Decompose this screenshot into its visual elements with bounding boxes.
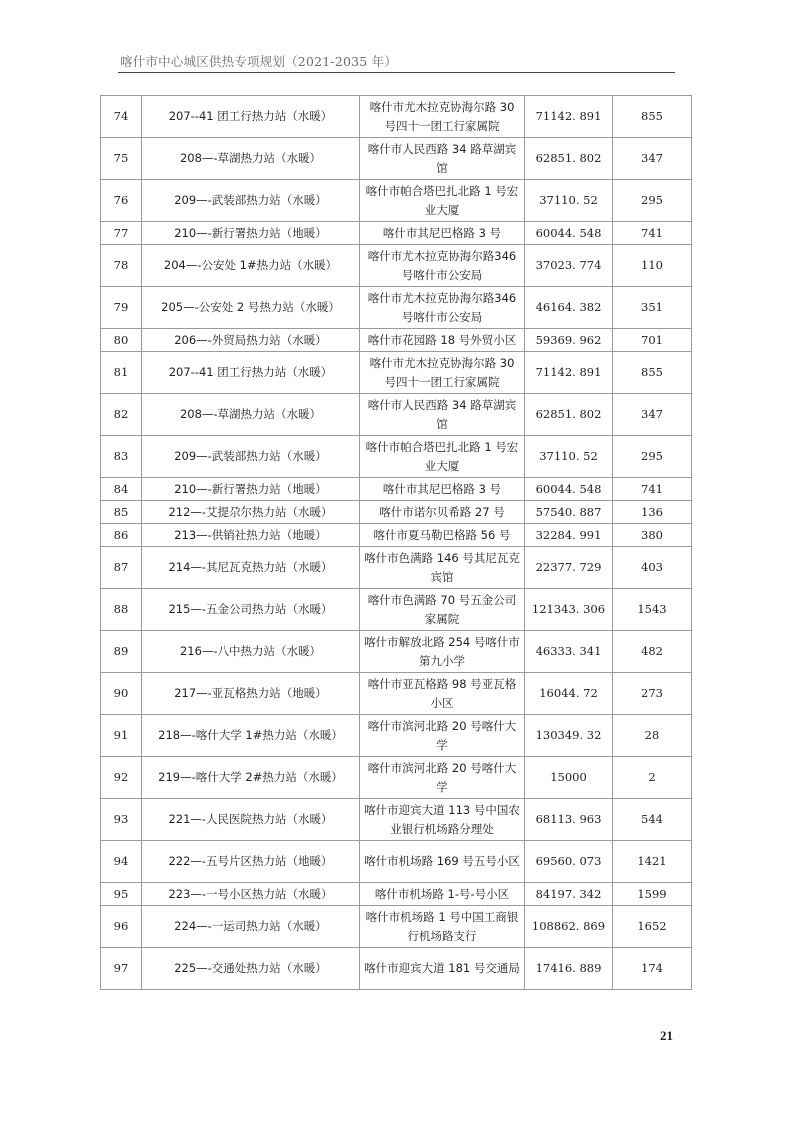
household-count-cell: 1599: [613, 883, 692, 906]
address-cell: 喀什市帕合塔巴扎北路 1 号宏业大厦: [360, 180, 525, 222]
address-cell: 喀什市尤木拉克协海尔路 30 号四十一团工行家属院: [360, 96, 525, 138]
household-count-cell: 855: [613, 96, 692, 138]
station-name-cell: 214—-其尼瓦克热力站（水暖）: [142, 547, 360, 589]
station-name-cell: 216—-八中热力站（水暖）: [142, 631, 360, 673]
household-count-cell: 295: [613, 436, 692, 478]
row-number-cell: 80: [101, 329, 142, 352]
table-row: [101, 673, 692, 715]
heating-area-cell: 71142. 891: [525, 96, 613, 138]
row-number-cell: 78: [101, 245, 142, 287]
station-name-cell: 207--41 团工行热力站（水暖）: [142, 96, 360, 138]
address-cell: 喀什市解放北路 254 号喀什市第九小学: [360, 631, 525, 673]
table-row: [101, 478, 692, 501]
address-cell: 喀什市滨河北路 20 号喀什大学: [360, 715, 525, 757]
heating-area-cell: 60044. 548: [525, 478, 613, 501]
page-number: 21: [660, 1028, 673, 1043]
station-name-cell: 208—-草湖热力站（水暖）: [142, 394, 360, 436]
row-number-cell: 97: [101, 948, 142, 990]
station-name-cell: 207--41 团工行热力站（水暖）: [142, 352, 360, 394]
station-name-cell: 210—-新行署热力站（地暖）: [142, 222, 360, 245]
station-name-cell: 215—-五金公司热力站（水暖）: [142, 589, 360, 631]
heating-area-cell: 46333. 341: [525, 631, 613, 673]
table-row: [101, 906, 692, 948]
row-number-cell: 88: [101, 589, 142, 631]
household-count-cell: 1421: [613, 841, 692, 883]
household-count-cell: 544: [613, 799, 692, 841]
household-count-cell: 380: [613, 524, 692, 547]
row-number-cell: 89: [101, 631, 142, 673]
station-name-cell: 206—-外贸局热力站（水暖）: [142, 329, 360, 352]
address-cell: 喀什市机场路 1 号中国工商银行机场路支行: [360, 906, 525, 948]
heating-area-cell: 46164. 382: [525, 287, 613, 329]
header-divider: [118, 72, 675, 73]
table-row: [101, 245, 692, 287]
household-count-cell: 701: [613, 329, 692, 352]
table-row: [101, 841, 692, 883]
household-count-cell: 347: [613, 138, 692, 180]
table-row: [101, 394, 692, 436]
station-name-cell: 204—-公安处 1#热力站（水暖）: [142, 245, 360, 287]
station-name-cell: 221—-人民医院热力站（水暖）: [142, 799, 360, 841]
table-row: [101, 547, 692, 589]
address-cell: 喀什市其尼巴格路 3 号: [360, 222, 525, 245]
table-row: [101, 222, 692, 245]
table-row: [101, 180, 692, 222]
household-count-cell: 273: [613, 673, 692, 715]
household-count-cell: 347: [613, 394, 692, 436]
address-cell: 喀什市迎宾大道 113 号中国农业银行机场路分理处: [360, 799, 525, 841]
row-number-cell: 74: [101, 96, 142, 138]
row-number-cell: 92: [101, 757, 142, 799]
heating-area-cell: 17416. 889: [525, 948, 613, 990]
row-number-cell: 75: [101, 138, 142, 180]
table-row: [101, 524, 692, 547]
address-cell: 喀什市尤木拉克协海尔路346 号喀什市公安局: [360, 287, 525, 329]
heating-area-cell: 15000: [525, 757, 613, 799]
station-name-cell: 209—-武装部热力站（水暖）: [142, 180, 360, 222]
station-name-cell: 210—-新行署热力站（地暖）: [142, 478, 360, 501]
row-number-cell: 83: [101, 436, 142, 478]
address-cell: 喀什市人民西路 34 路草湖宾馆: [360, 138, 525, 180]
household-count-cell: 403: [613, 547, 692, 589]
heating-area-cell: 130349. 32: [525, 715, 613, 757]
row-number-cell: 82: [101, 394, 142, 436]
address-cell: 喀什市诺尔贝希路 27 号: [360, 501, 525, 524]
row-number-cell: 91: [101, 715, 142, 757]
household-count-cell: 174: [613, 948, 692, 990]
row-number-cell: 76: [101, 180, 142, 222]
household-count-cell: 110: [613, 245, 692, 287]
heating-area-cell: 69560. 073: [525, 841, 613, 883]
household-count-cell: 855: [613, 352, 692, 394]
heating-area-cell: 68113. 963: [525, 799, 613, 841]
household-count-cell: 136: [613, 501, 692, 524]
address-cell: 喀什市机场路 1-号-号小区: [360, 883, 525, 906]
household-count-cell: 2: [613, 757, 692, 799]
heating-area-cell: 16044. 72: [525, 673, 613, 715]
table-row: [101, 138, 692, 180]
heating-area-cell: 37110. 52: [525, 180, 613, 222]
station-name-cell: 209—-武装部热力站（水暖）: [142, 436, 360, 478]
household-count-cell: 1652: [613, 906, 692, 948]
heating-area-cell: 32284. 991: [525, 524, 613, 547]
row-number-cell: 81: [101, 352, 142, 394]
household-count-cell: 1543: [613, 589, 692, 631]
station-name-cell: 205—-公安处 2 号热力站（水暖）: [142, 287, 360, 329]
address-cell: 喀什市帕合塔巴扎北路 1 号宏业大厦: [360, 436, 525, 478]
address-cell: 喀什市人民西路 34 路草湖宾馆: [360, 394, 525, 436]
station-name-cell: 222—-五号片区热力站（地暖）: [142, 841, 360, 883]
address-cell: 喀什市花园路 18 号外贸小区: [360, 329, 525, 352]
heating-area-cell: 121343. 306: [525, 589, 613, 631]
address-cell: 喀什市尤木拉克协海尔路346 号喀什市公安局: [360, 245, 525, 287]
row-number-cell: 86: [101, 524, 142, 547]
table-row: [101, 883, 692, 906]
table-row: [101, 757, 692, 799]
address-cell: 喀什市迎宾大道 181 号交通局: [360, 948, 525, 990]
row-number-cell: 90: [101, 673, 142, 715]
household-count-cell: 295: [613, 180, 692, 222]
address-cell: 喀什市尤木拉克协海尔路 30 号四十一团工行家属院: [360, 352, 525, 394]
station-name-cell: 213—-供销社热力站（地暖）: [142, 524, 360, 547]
table-row: [101, 329, 692, 352]
household-count-cell: 28: [613, 715, 692, 757]
heating-area-cell: 60044. 548: [525, 222, 613, 245]
address-cell: 喀什市亚瓦格路 98 号亚瓦格小区: [360, 673, 525, 715]
heating-area-cell: 22377. 729: [525, 547, 613, 589]
table-row: [101, 436, 692, 478]
table-row: [101, 715, 692, 757]
table-row: [101, 501, 692, 524]
row-number-cell: 85: [101, 501, 142, 524]
household-count-cell: 351: [613, 287, 692, 329]
address-cell: 喀什市机场路 169 号五号小区: [360, 841, 525, 883]
station-name-cell: 223—-一号小区热力站（水暖）: [142, 883, 360, 906]
station-name-cell: 217—-亚瓦格热力站（地暖）: [142, 673, 360, 715]
household-count-cell: 482: [613, 631, 692, 673]
station-name-cell: 224—-一运司热力站（水暖）: [142, 906, 360, 948]
row-number-cell: 84: [101, 478, 142, 501]
station-name-cell: 208—-草湖热力站（水暖）: [142, 138, 360, 180]
station-name-cell: 218—-喀什大学 1#热力站（水暖）: [142, 715, 360, 757]
table-row: [101, 352, 692, 394]
address-cell: 喀什市滨河北路 20 号喀什大学: [360, 757, 525, 799]
row-number-cell: 95: [101, 883, 142, 906]
table-row: [101, 589, 692, 631]
row-number-cell: 93: [101, 799, 142, 841]
row-number-cell: 77: [101, 222, 142, 245]
heating-area-cell: 59369. 962: [525, 329, 613, 352]
heating-area-cell: 71142. 891: [525, 352, 613, 394]
station-name-cell: 212—-艾提尕尔热力站（水暖）: [142, 501, 360, 524]
household-count-cell: 741: [613, 478, 692, 501]
heating-area-cell: 84197. 342: [525, 883, 613, 906]
station-name-cell: 225—-交通处热力站（水暖）: [142, 948, 360, 990]
row-number-cell: 79: [101, 287, 142, 329]
heating-area-cell: 37023. 774: [525, 245, 613, 287]
table-row: [101, 948, 692, 990]
station-name-cell: 219—-喀什大学 2#热力站（水暖）: [142, 757, 360, 799]
row-number-cell: 96: [101, 906, 142, 948]
table-row: [101, 631, 692, 673]
heating-station-table: [100, 95, 692, 990]
address-cell: 喀什市色满路 70 号五金公司家属院: [360, 589, 525, 631]
heating-area-cell: 62851. 802: [525, 138, 613, 180]
heating-area-cell: 57540. 887: [525, 501, 613, 524]
table-row: [101, 799, 692, 841]
table-row: [101, 287, 692, 329]
row-number-cell: 87: [101, 547, 142, 589]
heating-area-cell: 62851. 802: [525, 394, 613, 436]
table-row: [101, 96, 692, 138]
document-header-title: 喀什市中心城区供热专项规划（2021-2035 年）: [120, 54, 398, 69]
heating-area-cell: 37110. 52: [525, 436, 613, 478]
address-cell: 喀什市色满路 146 号其尼瓦克宾馆: [360, 547, 525, 589]
household-count-cell: 741: [613, 222, 692, 245]
address-cell: 喀什市夏马勒巴格路 56 号: [360, 524, 525, 547]
heating-area-cell: 108862. 869: [525, 906, 613, 948]
address-cell: 喀什市其尼巴格路 3 号: [360, 478, 525, 501]
row-number-cell: 94: [101, 841, 142, 883]
